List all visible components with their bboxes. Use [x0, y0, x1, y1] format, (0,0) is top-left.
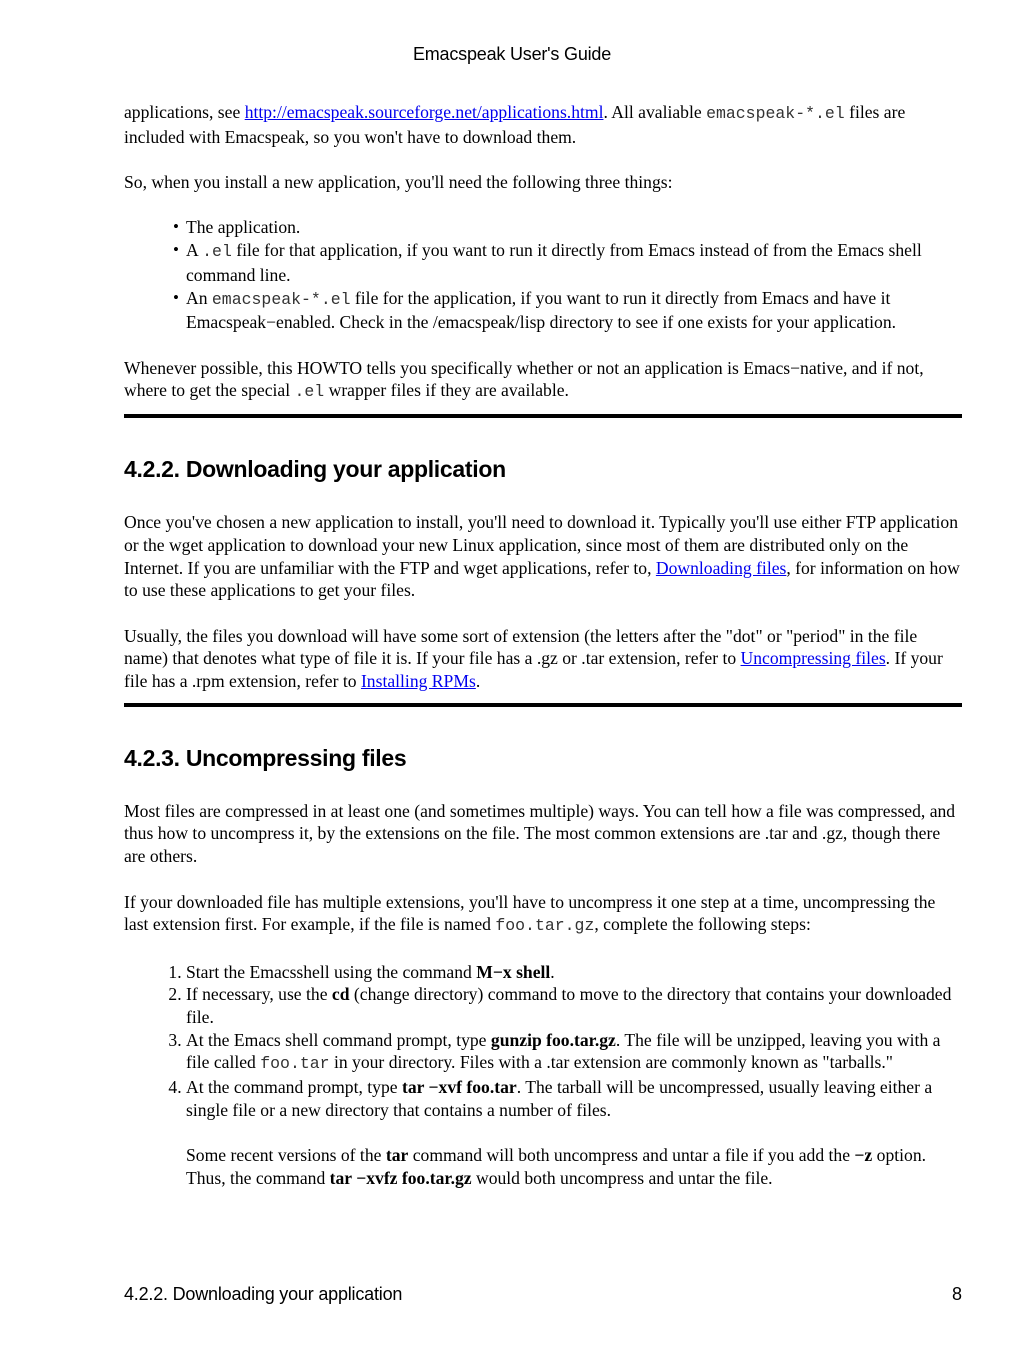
list-item: 2. If necessary, use the cd (change directory) command to move to the directory that contains your downloaded file.: [186, 983, 964, 1028]
uncompress-steps-list: [124, 961, 964, 1190]
intro-paragraph-2: So, when you install a new application, you'll need the following three things:: [124, 172, 673, 193]
running-footer-section: 4.2.2. Downloading your application: [124, 1284, 403, 1304]
downloading-paragraph-2: Usually, the files you download will have some sort of extension (the letters after the "dot" or "period" in the file name) that denotes what type of file it is. If your file has a .gz or .tar extension, refer to Uncompressing files. If your file has a .rpm extension, refer to Installing RPMs.: [124, 625, 943, 691]
tar-z-note: Some recent versions of the tar command will both uncompress and untar a file if you add the −z option. Thus, the command tar −xvfz foo.tar.gz would both uncompress and untar the file.: [186, 1145, 927, 1188]
intro-paragraph-1: applications, see http://emacspeak.sourceforge.net/applications.html. All avaliable emacspeak-*.el files are included with Emacspeak, so you won't have to download them.: [124, 102, 906, 147]
downloading-paragraph-1: Once you've chosen a new application to install, you'll need to download it. Typically you'll use either FTP application or the wget application to download your new Linux application, since most of them are distributed only on the Internet. If you are unfamiliar with the FTP and wget applications, refer to, Downloading files, for information on how to use these applications to get your files.: [124, 512, 960, 601]
running-header: Emacspeak User's Guide: [412, 44, 612, 64]
list-item: 4. At the command prompt, type tar −xvf foo.tar. The tarball will be uncompressed, usually leaving either a single file or a new directory that contains a number of files. Some recent versions of the tar command will both uncompress and untar a file if you add the −z option. Thus, the command tar −xvfz foo.tar.gz would both uncompress and untar the file.: [186, 1076, 964, 1190]
installing-rpms-link[interactable]: Installing RPMs: [360, 671, 476, 691]
list-item: • A .el file for that application, if you want to run it directly from Emacs instead of from the Emacs shell command line.: [186, 239, 964, 286]
code-emacspeak-el: emacspeak-*.el: [706, 104, 845, 123]
list-item: • An emacspeak-*.el file for the application, if you want to run it directly from Emacs and have it Emacspeak−enabled. Check in the /emacspeak/lisp directory to see if one exists for your application.: [186, 287, 964, 334]
section-heading-4-2-2: 4.2.2. Downloading your application: [124, 456, 506, 483]
uncompressing-paragraph-1: Most files are compressed in at least one (and sometimes multiple) ways. You can tell how a file was compressed, and thus how to uncompress it, by the extensions on the file. The most common extensions are .tar and .gz, though there are others.: [124, 800, 956, 867]
requirements-list: [124, 216, 964, 334]
document-body: [124, 101, 964, 1212]
section-heading-4-2-3: 4.2.3. Uncompressing files: [124, 744, 407, 771]
section-divider: [124, 414, 962, 418]
list-item: 1. Start the Emacsshell using the command M−x shell.: [186, 961, 964, 984]
section-divider: [124, 703, 962, 707]
downloading-files-link[interactable]: Downloading files: [655, 557, 787, 578]
intro-paragraph-3: Whenever possible, this HOWTO tells you specifically whether or not an application is Emacs−native, and if not, where to get the special .el wrapper files if they are available.: [124, 357, 924, 402]
list-item: • The application.: [186, 216, 964, 239]
page-number: 8: [951, 1284, 962, 1304]
uncompressing-files-link[interactable]: Uncompressing files: [740, 648, 886, 669]
applications-link[interactable]: http://emacspeak.sourceforge.net/applications.html: [244, 102, 604, 122]
uncompressing-paragraph-2: If your downloaded file has multiple extensions, you'll have to uncompress it one step at a time, uncompressing the last extension first. For example, if the file is named foo.tar.gz, complete the following steps:: [124, 891, 936, 936]
list-item: 3. At the Emacs shell command prompt, type gunzip foo.tar.gz. The file will be unzipped, leaving you with a file called foo.tar in your directory. Files with a .tar extension are commonly known as "tarballs.": [186, 1029, 964, 1076]
